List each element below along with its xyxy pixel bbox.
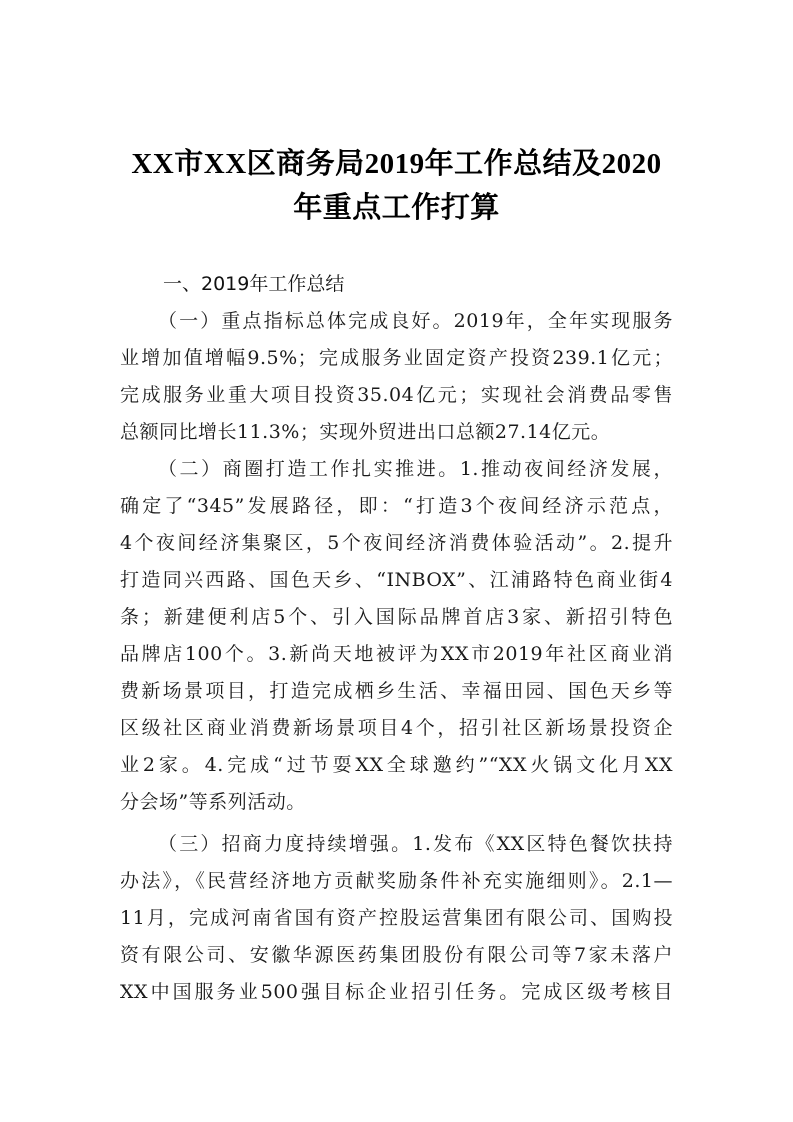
- paragraph-line: 费新场景项目，打造完成栖乡生活、幸福田园、国色天乡等: [120, 680, 673, 702]
- paragraph-line: （二）商圈打造工作扎实推进。1.推动夜间经济发展，: [158, 458, 673, 480]
- paragraph-line: 分会场”等系列活动。: [120, 791, 306, 813]
- paragraph-line: （一）重点指标总体完成良好。2019年，全年实现服务: [158, 310, 673, 332]
- paragraph-line: 打造同兴西路、国色天乡、“INBOX”、江浦路特色商业街4: [120, 569, 673, 591]
- title-line-1: XX市XX区商务局2019年工作总结及2020: [131, 148, 662, 180]
- paragraph-line: 区级社区商业消费新场景项目4个，招引社区新场景投资企: [120, 717, 673, 739]
- title-line-2: 年重点工作打算: [293, 192, 500, 224]
- paragraph-line: 11月，完成河南省国有资产控股运营集团有限公司、国购投: [120, 907, 673, 929]
- paragraph-line: 总额同比增长11.3%；实现外贸进出口总额27.14亿元。: [120, 421, 611, 443]
- paragraph-line: （三）招商力度持续增强。1.发布《XX区特色餐饮扶持: [158, 833, 673, 855]
- paragraph-line: 资有限公司、安徽华源医药集团股份有限公司等7家未落户: [120, 944, 673, 966]
- paragraph-line: 确定了“345”发展路径，即：“打造3个夜间经济示范点，: [120, 495, 673, 517]
- paragraph-line: 4个夜间经济集聚区，5个夜间经济消费体验活动”。2.提升: [120, 532, 673, 554]
- paragraph-line: 完成服务业重大项目投资35.04亿元；实现社会消费品零售: [120, 384, 673, 406]
- paragraph-line: 业增加值增幅9.5%；完成服务业固定资产投资239.1亿元；: [120, 347, 673, 369]
- paragraph-line: 品牌店100个。3.新尚天地被评为XX市2019年社区商业消: [120, 643, 673, 665]
- paragraph-line: 办法》，《民营经济地方贡献奖励条件补充实施细则》。2.1—: [120, 870, 673, 892]
- section-heading: 一、2019年工作总结: [163, 273, 345, 295]
- paragraph-line: 业2家。4.完成“过节耍XX全球邀约”“XX火锅文化月XX: [120, 754, 673, 776]
- paragraph-line: XX中国服务业500强目标企业招引任务。完成区级考核目: [120, 981, 673, 1003]
- paragraph-line: 条；新建便利店5个、引入国际品牌首店3家、新招引特色: [120, 606, 673, 628]
